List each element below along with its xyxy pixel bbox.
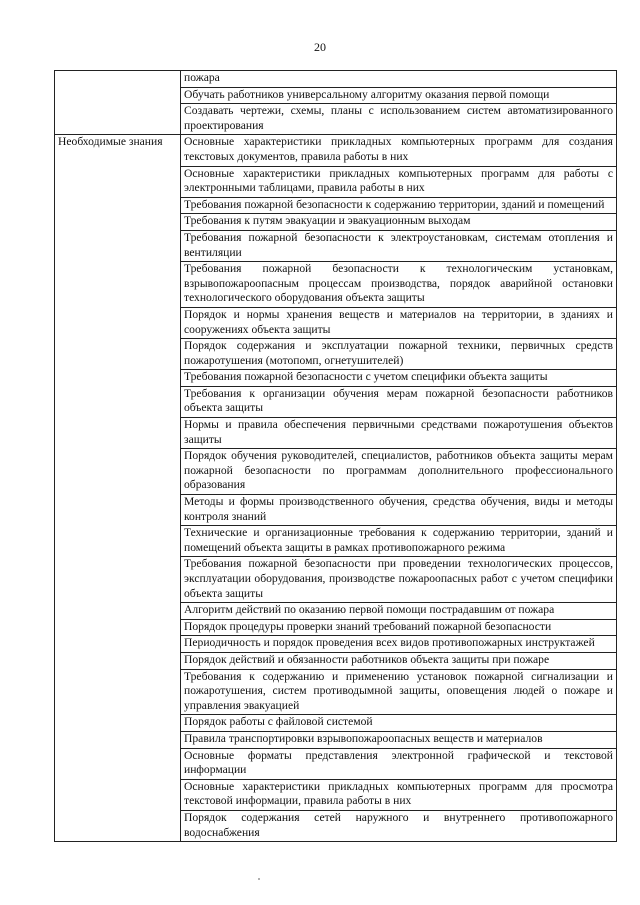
list-item: Правила транспортировки взрывопожароопасных веществ и материалов (181, 732, 616, 749)
knowledge-row (55, 135, 617, 842)
list-item: Алгоритм действий по оказанию первой помощи пострадавшим от пожара (181, 603, 616, 620)
list-item: пожара (181, 71, 616, 88)
list-item: Требования пожарной безопасности с учетом специфики объекта защиты (181, 370, 616, 387)
knowledge-items-cell (181, 135, 617, 842)
list-item: Требования к организации обучения мерам пожарной безопасности работников объекта защиты (181, 387, 616, 418)
list-item: Порядок работы с файловой системой (181, 715, 616, 732)
list-item: Периодичность и порядок проведения всех видов противопожарных инструктажей (181, 636, 616, 653)
scan-dot (258, 878, 260, 880)
list-item: Требования к путям эвакуации и эвакуационным выходам (181, 214, 616, 231)
list-item: Нормы и правила обеспечения первичными средствами пожаротушения объектов защиты (181, 418, 616, 449)
list-item: Основные характеристики прикладных компьютерных программ для создания текстовых документов, правила работы в них (181, 135, 616, 166)
list-item: Порядок процедуры проверки знаний требований пожарной безопасности (181, 620, 616, 637)
list-item: Основные форматы представления электронной графической и текстовой информации (181, 749, 616, 780)
list-item: Обучать работников универсальному алгоритму оказания первой помощи (181, 88, 616, 105)
list-item: Создавать чертежи, схемы, планы с использованием систем автоматизированного проектирования (184, 104, 613, 132)
list-item: Основные характеристики прикладных компьютерных программ для работы с электронными таблицами, правила работы в них (181, 167, 616, 198)
knowledge-label-cell: Необходимые знания (55, 135, 181, 842)
list-item: Порядок содержания сетей наружного и внутреннего противопожарного водоснабжения (184, 810, 613, 839)
list-item: Требования к содержанию и применению установок пожарной сигнализации и пожаротушения, систем противодымной защиты, оповещения людей о пожаре и управления эвакуацией (181, 670, 616, 716)
list-item: Порядок и нормы хранения веществ и материалов на территории, в зданиях и сооружениях объекта защиты (181, 308, 616, 339)
list-item: Порядок действий и обязанности работников объекта защиты при пожаре (181, 653, 616, 670)
list-item: Требования пожарной безопасности к технологическим установкам, взрывопожароопасным процессам производства, порядок аварийной остановки технологического оборудования объекта защиты (181, 262, 616, 308)
list-item: Методы и формы производственного обучения, средства обучения, виды и методы контроля знаний (181, 495, 616, 526)
list-item: Требования пожарной безопасности к содержанию территории, зданий и помещений (181, 198, 616, 215)
page-number: 20 (314, 40, 326, 54)
skills-continuation-row (55, 71, 617, 135)
requirements-table (54, 70, 617, 842)
list-item: Порядок обучения руководителей, специалистов, работников объекта защиты мерам пожарной безопасности по программам дополнительного профессионального образования (181, 449, 616, 495)
skills-label-cell (55, 71, 181, 135)
list-item: Требования пожарной безопасности к электроустановкам, системам отопления и вентиляции (181, 231, 616, 262)
list-item: Технические и организационные требования к содержанию территории, зданий и помещений объекта защиты в рамках противопожарного режима (181, 526, 616, 557)
list-item: Основные характеристики прикладных компьютерных программ для просмотра текстовой информации, правила работы в них (181, 780, 616, 811)
list-item: Требования пожарной безопасности при проведении технологических процессов, эксплуатации оборудования, производстве пожароопасных работ с учетом специфики объекта защиты (181, 557, 616, 603)
list-item: Порядок содержания и эксплуатации пожарной техники, первичных средств пожаротушения (мотопомп, огнетушителей) (181, 339, 616, 370)
skills-items-cell (181, 71, 617, 135)
